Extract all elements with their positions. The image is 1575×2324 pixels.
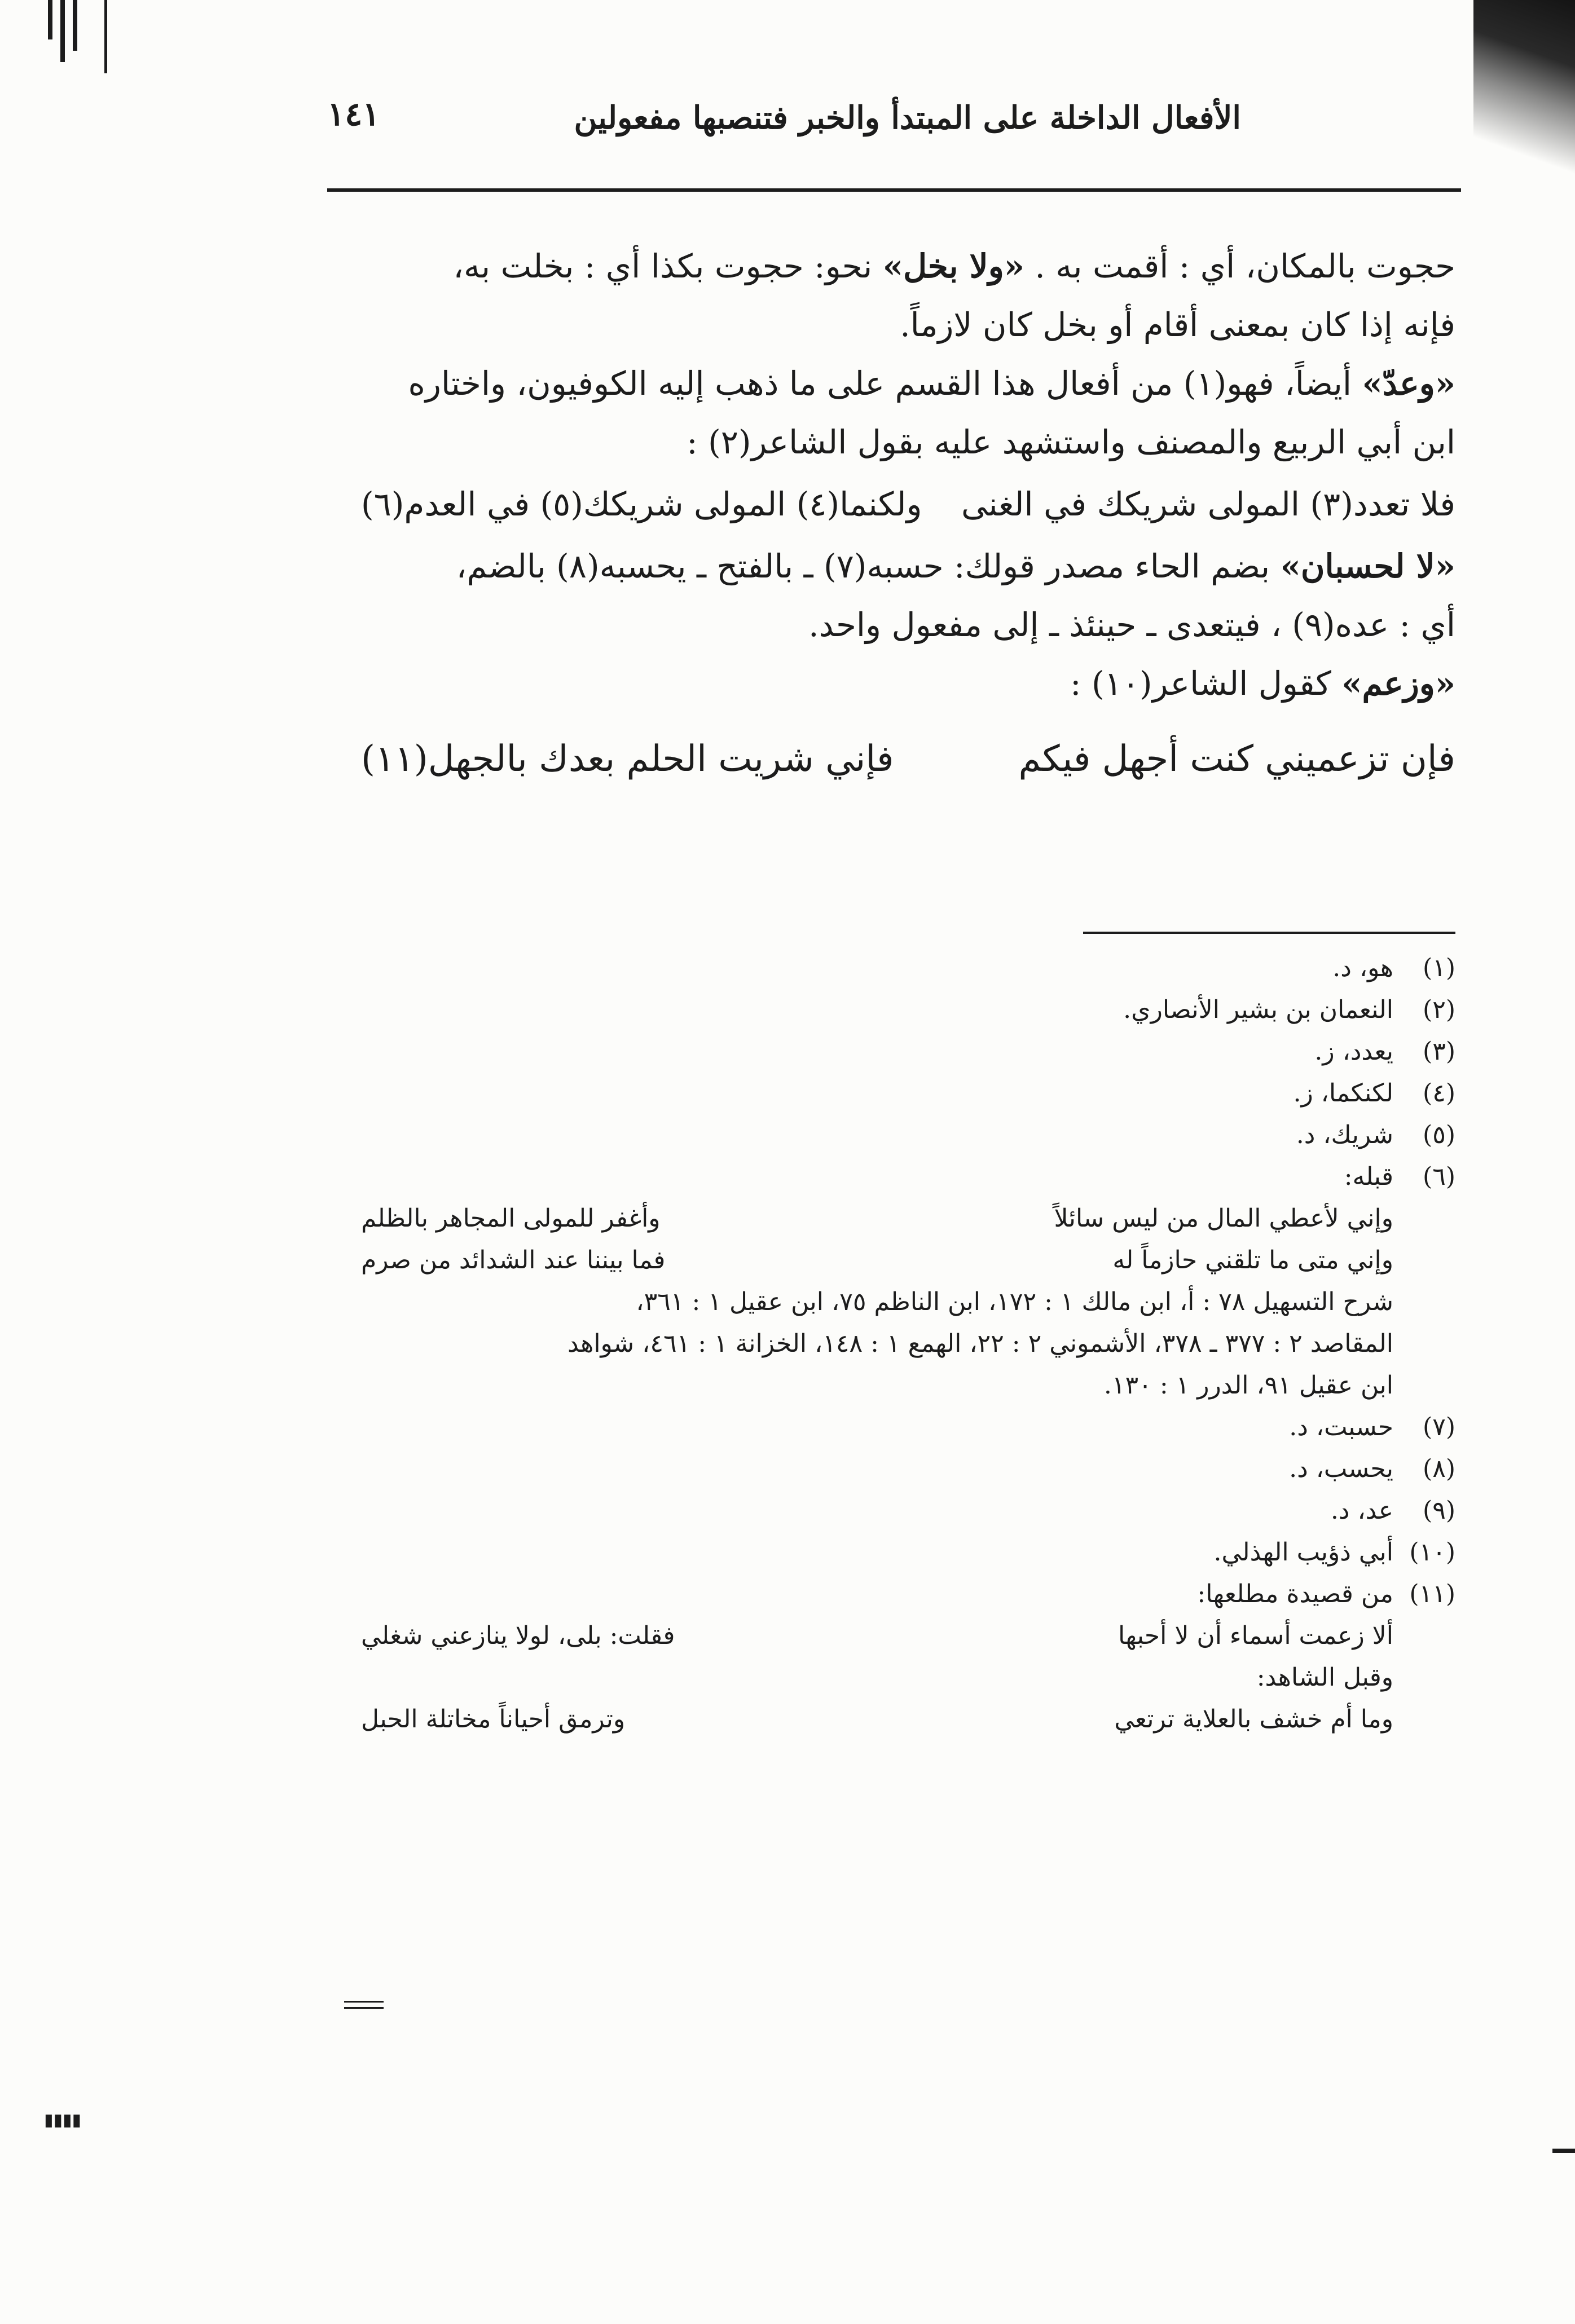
- keyword: «وعدّ»: [1362, 364, 1455, 403]
- footnote-number: (١١): [1409, 1580, 1455, 1608]
- footnote-number: (٦): [1423, 1162, 1455, 1191]
- footnote-verse: [361, 1699, 1455, 1740]
- footnotes: [361, 947, 1455, 1740]
- poetry-verse: [361, 725, 1455, 793]
- footnote-number: (٧): [1423, 1413, 1455, 1441]
- text-line: فإنه إذا كان بمعنى أقام أو بخل كان لازماً.: [900, 306, 1455, 344]
- main-text: [361, 237, 1455, 796]
- end-double-rule: [344, 2001, 384, 2009]
- verse-first-hemistich: وما أم خشف بالعلاية ترتعي: [1114, 1705, 1393, 1734]
- footnote: (٤)لكنكما، ز.: [361, 1073, 1455, 1114]
- verse-first-hemistich: فإن تزعميني كنت أجهل فيكم: [1018, 738, 1455, 780]
- footnote: (٢)النعمان بن بشير الأنصاري.: [361, 989, 1455, 1031]
- header-rule: [327, 188, 1461, 192]
- verse-first-hemistich: وإني متى ما تلقني حازماً له: [1112, 1246, 1393, 1275]
- footnote-verse: [361, 1240, 1455, 1281]
- keyword: «ولا بخل»: [882, 247, 1024, 285]
- scan-shadow-corner: [1473, 0, 1575, 186]
- verse-second-hemistich: وترمق أحياناً مخاتلة الحبل: [361, 1705, 626, 1734]
- verse-second-hemistich: وأغفر للمولى المجاهر بالظلم: [361, 1204, 661, 1233]
- footnote-sources: ابن عقيل ٩١، الدرر ١ : ١٣٠.: [1103, 1371, 1393, 1400]
- footnote: (٨)يحسب، د.: [361, 1448, 1455, 1490]
- running-header: [327, 95, 1241, 162]
- footnote: (٩)عد، د.: [361, 1490, 1455, 1532]
- footnote-sources: المقاصد ٢ : ٣٧٧ ـ ٣٧٨، الأشموني ٢ : ٢٢، الهمع ١ : ١٤٨، الخزانة ١ : ٤٦١، شواهد: [567, 1329, 1393, 1358]
- footnote: (١١)من قصيدة مطلعها:: [361, 1573, 1455, 1615]
- verse-second-hemistich: ولكنما(٤) المولى شريكك(٥) في العدم(٦): [361, 485, 922, 523]
- footnote-number: (٩): [1423, 1496, 1455, 1525]
- verse-first-hemistich: ألا زعمت أسماء أن لا أحبها: [1118, 1621, 1393, 1650]
- keyword: «وزعم»: [1341, 664, 1455, 703]
- footnote-number: (٤): [1423, 1079, 1455, 1108]
- verse-second-hemistich: فما بيننا عند الشدائد من صرم: [361, 1246, 666, 1275]
- footnote-separator: [1083, 932, 1455, 934]
- text-line: أي : عده(٩) ، فيتعدى ـ حينئذ ـ إلى مفعول واحد.: [808, 606, 1455, 644]
- footnote-verse: [361, 1615, 1455, 1657]
- footnote-number: (٢): [1423, 995, 1455, 1024]
- footnote-verse: [361, 1198, 1455, 1240]
- footnote: (١)هو، د.: [361, 947, 1455, 989]
- verse-first-hemistich: فلا تعدد(٣) المولى شريكك في الغنى: [961, 485, 1455, 523]
- text-line: ابن أبي الربيع والمصنف واستشهد عليه بقول الشاعر(٢) :: [687, 423, 1455, 461]
- footnote-sources: شرح التسهيل ٧٨ : أ، ابن مالك ١ : ١٧٢، ابن الناظم ٧٥، ابن عقيل ١ : ٣٦١،: [636, 1287, 1393, 1316]
- footnote: (٧)حسبت، د.: [361, 1406, 1455, 1448]
- keyword: «لا لحسبان»: [1280, 547, 1455, 585]
- footnote: (٣)يعدد، ز.: [361, 1031, 1455, 1073]
- footnote-number: (١٠): [1409, 1538, 1455, 1567]
- scan-speck: ▮▮▮▮: [44, 2110, 82, 2130]
- text-line: «وعدّ» أيضاً، فهو(١) من أفعال هذا القسم على ما ذهب إليه الكوفيون، واختاره: [408, 364, 1455, 403]
- footnote-text: وقبل الشاهد:: [1256, 1663, 1393, 1692]
- footnote-number: (٣): [1423, 1037, 1455, 1066]
- text-line: «وزعم» كقول الشاعر(١٠) :: [1070, 664, 1455, 703]
- page-number: ١٤١: [327, 95, 380, 133]
- footnote: (٥)شريك، د.: [361, 1114, 1455, 1156]
- footnote-number: (٨): [1423, 1454, 1455, 1483]
- footnote-number: (٥): [1423, 1121, 1455, 1149]
- poetry-verse: [361, 475, 1455, 533]
- footnote-number: (١): [1423, 954, 1455, 982]
- text-line: حجوت بالمكان، أي : أقمت به . «ولا بخل» نحو: حجوت بكذا أي : بخلت به،: [453, 247, 1455, 285]
- scan-edge-marks: [48, 0, 144, 73]
- text-line: «لا لحسبان» بضم الحاء مصدر قولك: حسبه(٧) ـ بالفتح ـ يحسبه(٨) بالضم،: [456, 547, 1455, 585]
- scan-edge-tick: [1552, 2149, 1575, 2153]
- verse-second-hemistich: فقلت: بلى، لولا ينازعني شغلي: [361, 1621, 675, 1650]
- verse-first-hemistich: وإني لأعطي المال من ليس سائلاً: [1054, 1204, 1393, 1233]
- chapter-title: الأفعال الداخلة على المبتدأ والخبر فتنصبها مفعولين: [574, 99, 1241, 136]
- footnote: (١٠)أبي ذؤيب الهذلي.: [361, 1532, 1455, 1573]
- footnote: (٦)قبله:: [361, 1156, 1455, 1198]
- verse-second-hemistich: فإني شريت الحلم بعدك بالجهل(١١): [361, 738, 894, 780]
